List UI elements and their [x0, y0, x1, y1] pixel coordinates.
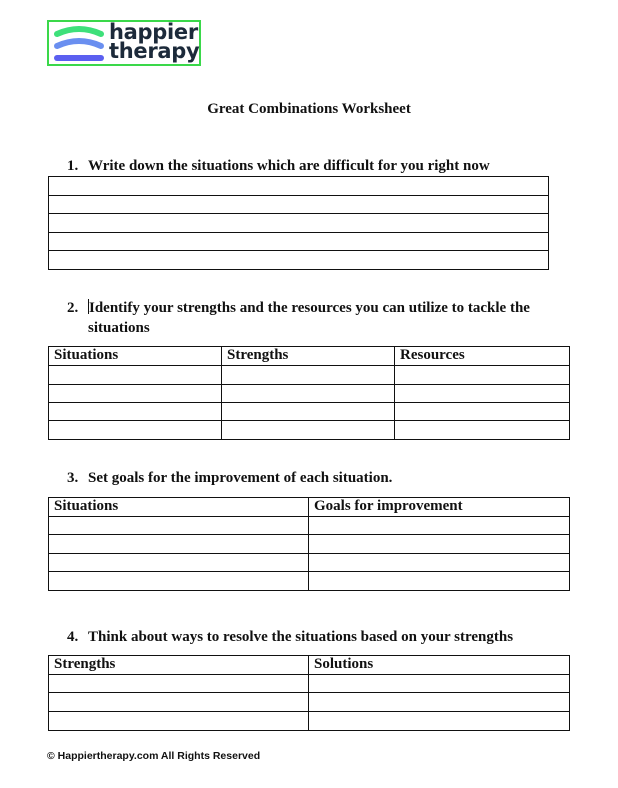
table-cell[interactable] — [49, 366, 222, 385]
table-cell[interactable] — [49, 251, 549, 270]
table-cell[interactable] — [49, 675, 309, 693]
table-cell[interactable] — [49, 712, 309, 731]
table-cell[interactable] — [309, 572, 570, 591]
table-cell[interactable] — [49, 554, 309, 572]
question-3 — [67, 468, 392, 488]
situations-table — [48, 176, 549, 270]
strengths-resources-table — [48, 346, 570, 440]
table-cell[interactable] — [49, 385, 222, 403]
question-4-number: 4. — [67, 629, 79, 645]
table-header-situations: Situations — [49, 498, 309, 517]
table-cell[interactable] — [49, 233, 549, 251]
logo-word-therapy: therapy — [109, 39, 200, 63]
logo-stripes-icon — [52, 25, 106, 63]
question-4 — [67, 627, 513, 647]
question-3-number: 3. — [67, 470, 79, 486]
table-cell[interactable] — [222, 403, 395, 421]
table-cell[interactable] — [49, 693, 309, 712]
question-4-text: Think about ways to resolve the situations based on your strengths — [88, 629, 514, 645]
table-cell[interactable] — [49, 403, 222, 421]
question-1-text: Write down the situations which are difficult for you right now — [88, 158, 490, 174]
table-header-resources: Resources — [395, 347, 570, 366]
table-cell[interactable] — [222, 421, 395, 440]
question-1 — [67, 156, 490, 176]
table-cell[interactable] — [309, 554, 570, 572]
table-cell[interactable] — [49, 535, 309, 554]
table-cell[interactable] — [395, 385, 570, 403]
table-cell[interactable] — [309, 535, 570, 554]
table-cell[interactable] — [309, 712, 570, 731]
table-cell[interactable] — [49, 517, 309, 535]
copyright-footer: © Happiertherapy.com All Rights Reserved — [47, 750, 261, 762]
table-cell[interactable] — [49, 214, 549, 233]
table-header-goals: Goals for improvement — [309, 498, 570, 517]
question-2-text: Identify your strengths and the resources you can utilize to tackle the situations — [88, 300, 530, 336]
happier-therapy-logo — [47, 20, 201, 66]
table-cell[interactable] — [49, 572, 309, 591]
table-cell[interactable] — [309, 693, 570, 712]
table-cell[interactable] — [49, 177, 549, 196]
table-cell[interactable] — [49, 421, 222, 440]
question-2 — [67, 298, 558, 338]
question-1-number: 1. — [67, 158, 79, 174]
table-header-solutions: Solutions — [309, 656, 570, 675]
table-cell[interactable] — [395, 366, 570, 385]
solutions-table — [48, 655, 570, 731]
question-2-number: 2. — [67, 300, 79, 316]
table-header-strengths: Strengths — [49, 656, 309, 675]
table-cell[interactable] — [395, 403, 570, 421]
table-header-strengths: Strengths — [222, 347, 395, 366]
page-title: Great Combinations Worksheet — [207, 101, 411, 117]
question-3-text: Set goals for the improvement of each situation. — [88, 470, 393, 486]
table-cell[interactable] — [309, 675, 570, 693]
table-cell[interactable] — [49, 196, 549, 214]
table-cell[interactable] — [309, 517, 570, 535]
table-header-situations: Situations — [49, 347, 222, 366]
table-cell[interactable] — [222, 385, 395, 403]
logo-word-happier: happier — [109, 20, 198, 44]
table-cell[interactable] — [222, 366, 395, 385]
table-cell[interactable] — [395, 421, 570, 440]
goals-table — [48, 497, 570, 591]
